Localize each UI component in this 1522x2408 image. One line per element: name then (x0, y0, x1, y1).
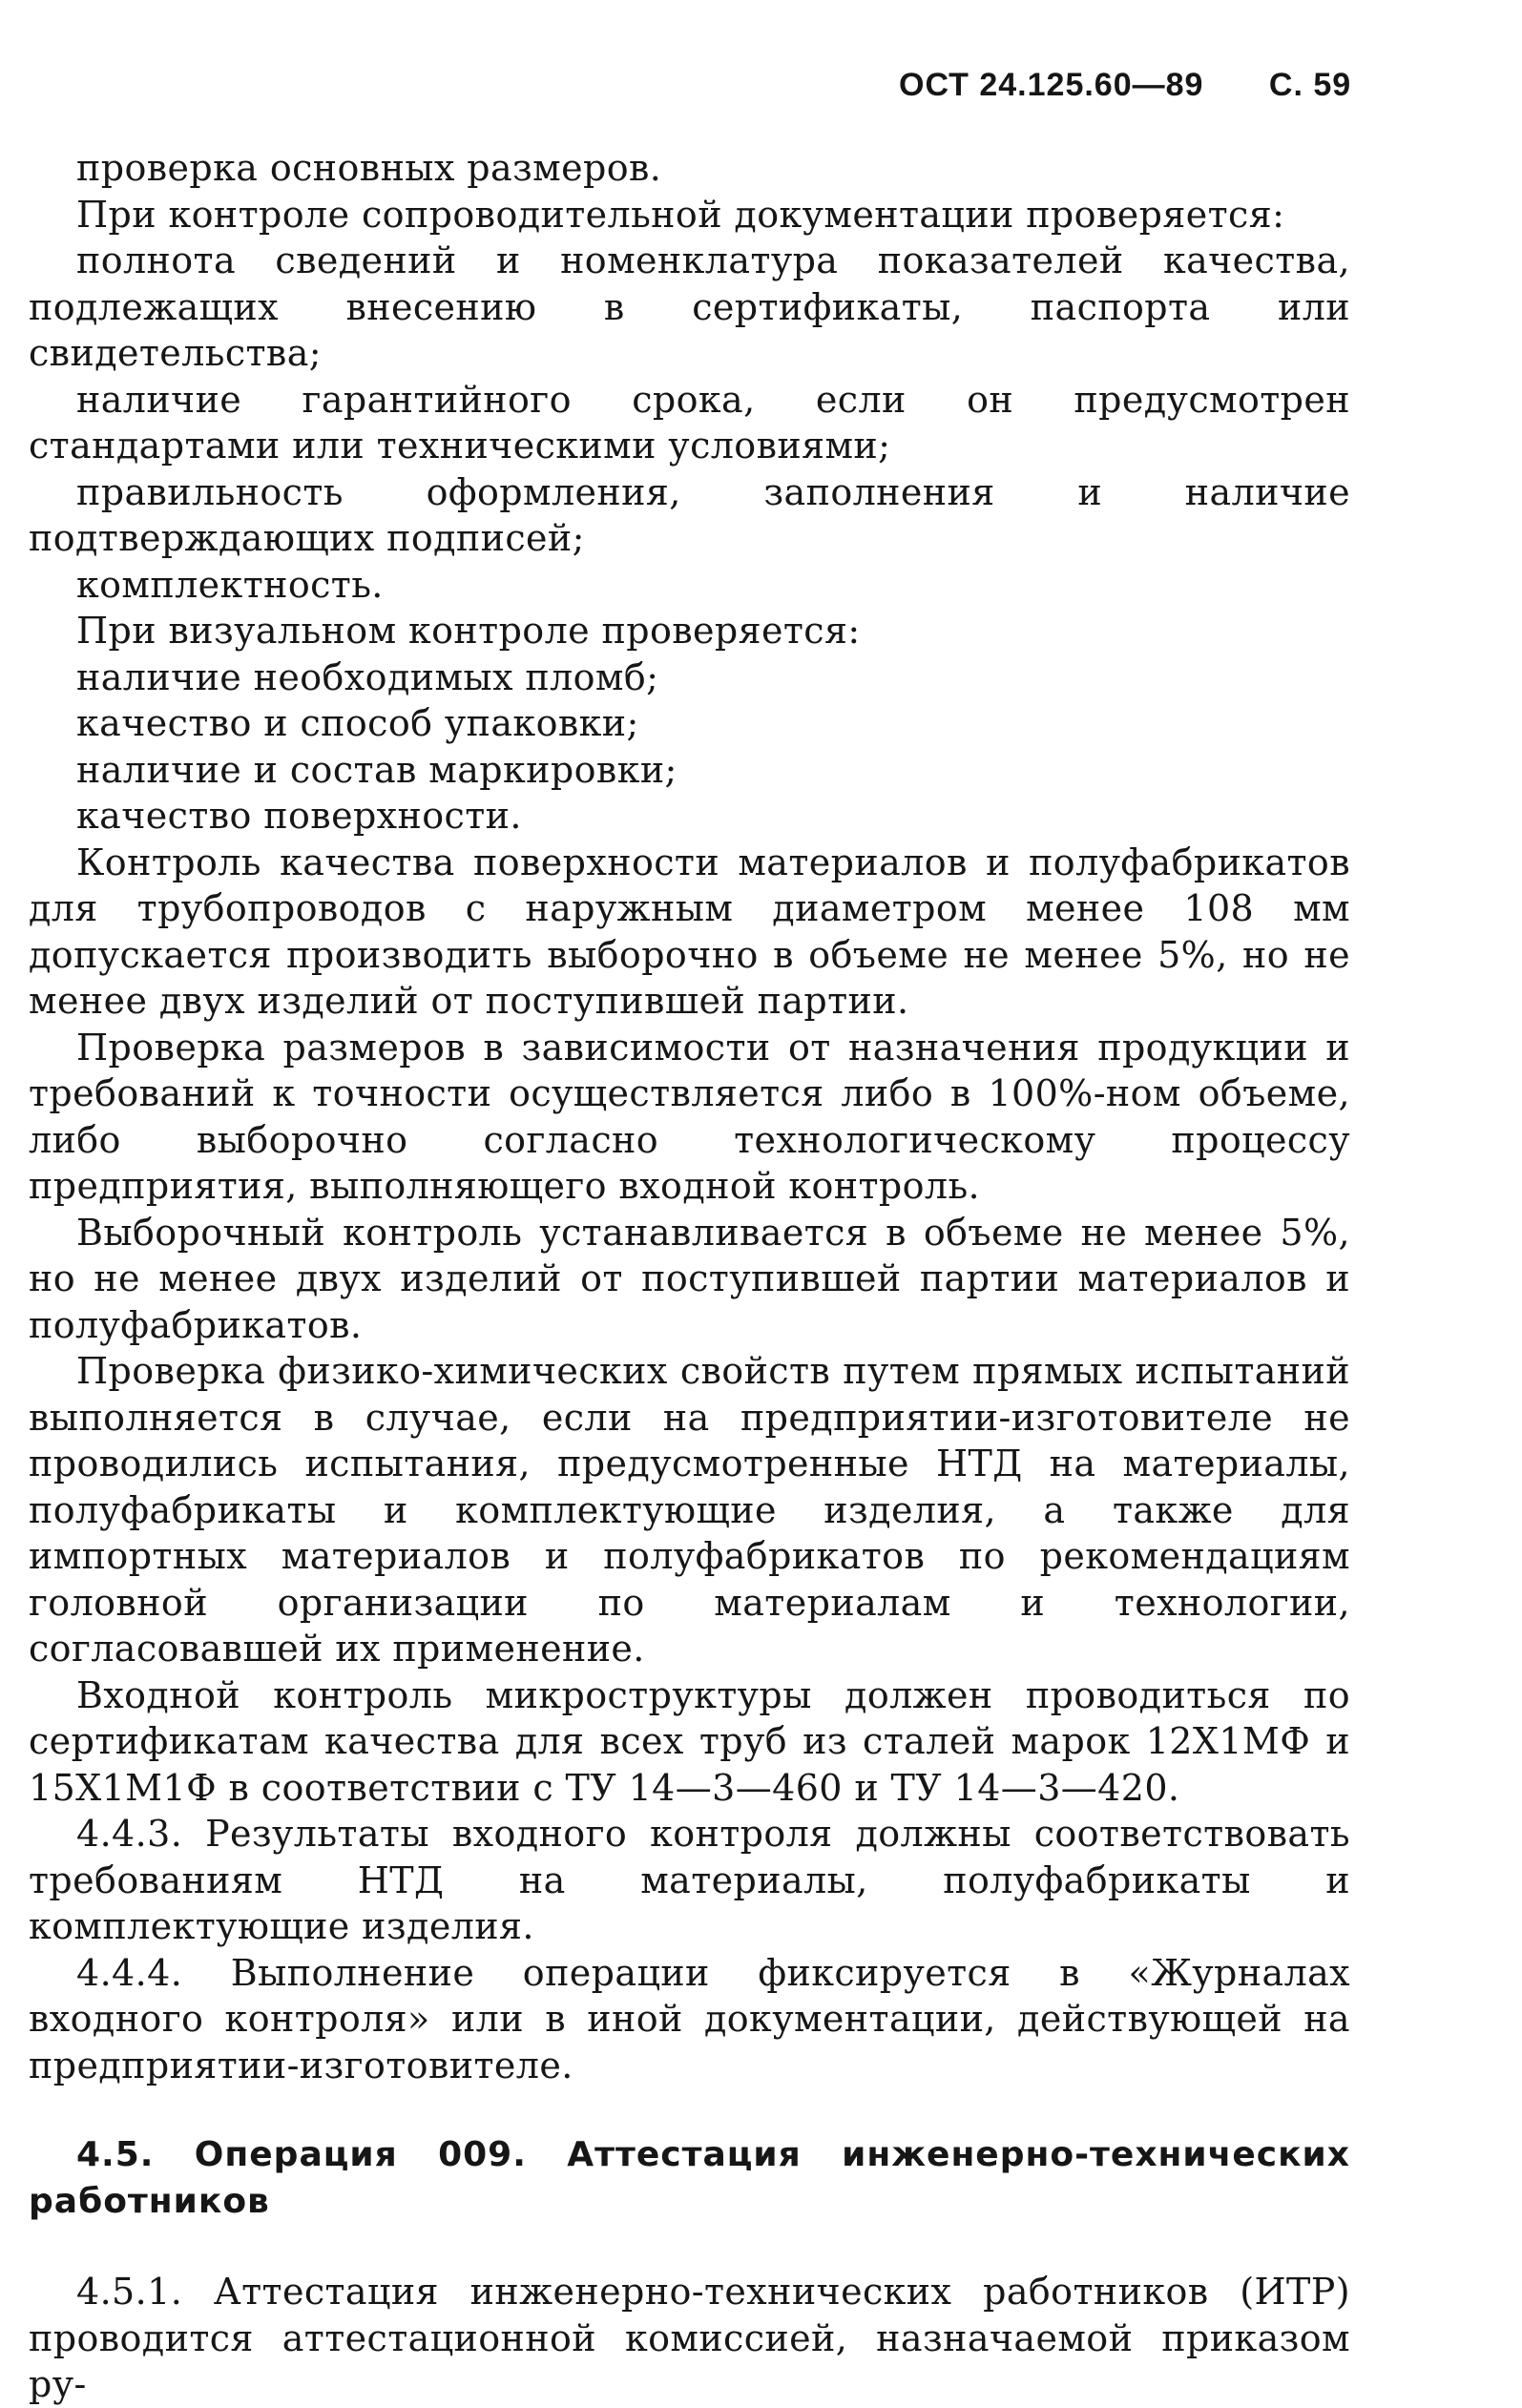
document-body (29, 145, 1350, 2408)
list-item-packaging: качество и способ упаковки; (76, 702, 639, 744)
paragraph-dimension-check: Проверка размеров в зависимости от назначения продукции и требований к точности осуществляется либо в 100%-ном объеме, либо выборочно согласно технологическому процессу предприятия, выполняющего входной контроль. (29, 1026, 1350, 1207)
list-item-seals: наличие необходимых пломб; (76, 655, 659, 698)
paragraph-sampling-control: Выборочный контроль устанавливается в объеме не менее 5%, но не менее двух изделий от поступившей партии материалов и полуфабрикатов. (29, 1211, 1350, 1346)
list-item-warranty: наличие гарантийного срока, если он предусмотрен стандартами или техническими условиями; (29, 378, 1350, 467)
list-item-completeness-info: полнота сведений и номенклатура показателей качества, подлежащих внесению в сертификаты, паспорта или свидетельства; (29, 239, 1350, 374)
list-item-marking: наличие и состав маркировки; (76, 748, 678, 791)
list-item-surface: качество поверхности. (76, 795, 522, 837)
list-item-completeness: комплектность. (76, 563, 384, 606)
list-item-correctness: правильность оформления, заполнения и наличие подтверждающих подписей; (29, 470, 1350, 559)
standard-number: ОСТ 24.125.60—89 (899, 67, 1204, 103)
paragraph-4-4-3: 4.4.3. Результаты входного контроля должны соответствовать требованиям НТД на материалы, полуфабрикаты и комплектующие изделия. (29, 1813, 1350, 1947)
paragraph-4-4-4: 4.4.4. Выполнение операции фиксируется в «Журналах входного контроля» или в иной документации, действующей на предприятии-изготовителе. (29, 1951, 1350, 2086)
paragraph-visual-check: При визуальном контроле проверяется: (76, 610, 861, 652)
paragraph-physchem-check: Проверка физико-химических свойств путем прямых испытаний выполняется в случае, если на предприятии-изготовителе не проводились испытания, предусмотренные НТД на материалы, полуфабрикаты и комплектующие изделия, а также для импортных материалов и полуфабрикатов по рекомендациям головной организации по материалам и технологии, согласовавшей их применение. (29, 1350, 1350, 1670)
paragraph-surface-control: Контроль качества поверхности материалов и полуфабрикатов для трубопроводов с наружным диаметром менее 108 мм допускается производить выборочно в объеме не менее 5%, но не менее двух изделий от поступившей партии. (29, 841, 1350, 1022)
paragraph-microstructure: Входной контроль микроструктуры должен проводиться по сертификатам качества для всех труб из сталей марок 12Х1МФ и 15Х1М1Ф в соответствии с ТУ 14—3—460 и ТУ 14—3—420. (29, 1673, 1350, 1809)
paragraph-documentation-check: При контроле сопроводительной документации проверяется: (76, 193, 1285, 236)
paragraph-4-5-1: 4.5.1. Аттестация инженерно-технических работников (ИТР) проводится аттестационной комиссией, назначаемой приказом ру- (29, 2271, 1350, 2405)
paragraph-inspection-dimensions: проверка основных размеров. (76, 147, 662, 189)
page-number: С. 59 (1268, 67, 1352, 103)
section-heading: 4.5. Операция 009. Аттестация инженерно-технических работников (29, 2135, 1350, 2221)
page-header (899, 67, 1357, 104)
